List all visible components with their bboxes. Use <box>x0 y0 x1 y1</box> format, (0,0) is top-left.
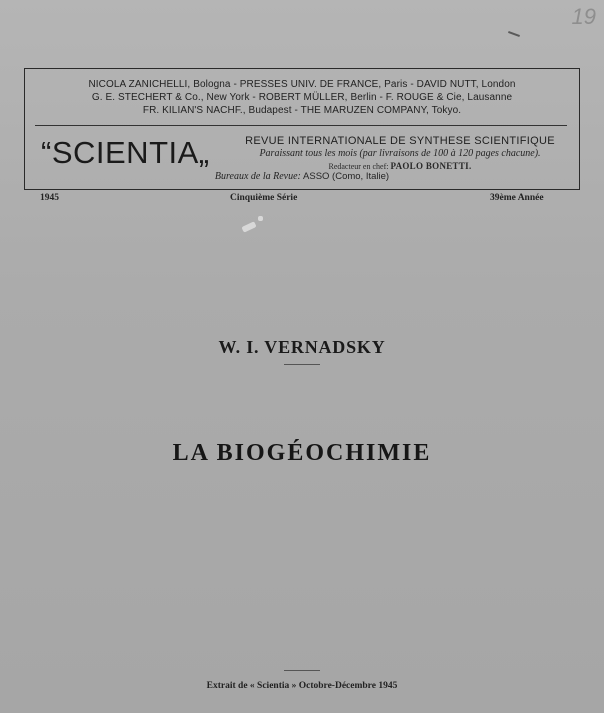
extract-rule <box>284 670 320 671</box>
extract-note: Extrait de « Scientia » Octobre-Décembre 1945 <box>206 681 398 691</box>
paper-speck <box>258 216 263 221</box>
series-row <box>40 193 562 207</box>
work-title: LA BIOGÉOCHIMIE <box>172 440 432 466</box>
pen-mark <box>508 31 520 37</box>
header-rule <box>35 125 567 126</box>
office-label: Bureaux de la Revue: <box>214 171 301 182</box>
office-address: ASSO (Como, Italie) <box>303 171 390 182</box>
publishers-list <box>25 78 579 117</box>
journal-header <box>24 68 580 190</box>
journal-title: “SCIENTIA„ <box>41 135 210 170</box>
series-annee: 39ème Année <box>490 193 544 203</box>
publishers-line: NICOLA ZANICHELLI, Bologna - PRESSES UNIV. DE FRANCE, Paris - DAVID NUTT, London <box>88 79 516 90</box>
paper-speck <box>241 221 256 232</box>
editor-line <box>235 161 565 171</box>
publication-frequency: Paraissant tous les mois (par livraisons de 100 à 120 pages chacune). <box>259 148 541 159</box>
series-year: 1945 <box>40 193 59 203</box>
office-line <box>25 171 579 182</box>
series-name: Cinquième Série <box>230 193 298 203</box>
author-rule <box>284 364 320 365</box>
editor-name: PAOLO BONETTI. <box>390 161 472 171</box>
publishers-line: G. E. STECHERT & Co., New York - ROBERT MÜLLER, Berlin - F. ROUGE & Cie, Lausanne <box>91 92 513 103</box>
page-number: 19 <box>571 4 596 29</box>
editor-label: Redacteur en chef: <box>328 162 389 171</box>
journal-subtitle <box>235 135 565 171</box>
revue-line: REVUE INTERNATIONALE DE SYNTHESE SCIENTIFIQUE <box>245 135 555 147</box>
author-name: W. I. VERNADSKY <box>218 337 386 357</box>
publishers-line: FR. KILIAN'S NACHF., Budapest - THE MARUZEN COMPANY, Tokyo. <box>142 105 462 116</box>
